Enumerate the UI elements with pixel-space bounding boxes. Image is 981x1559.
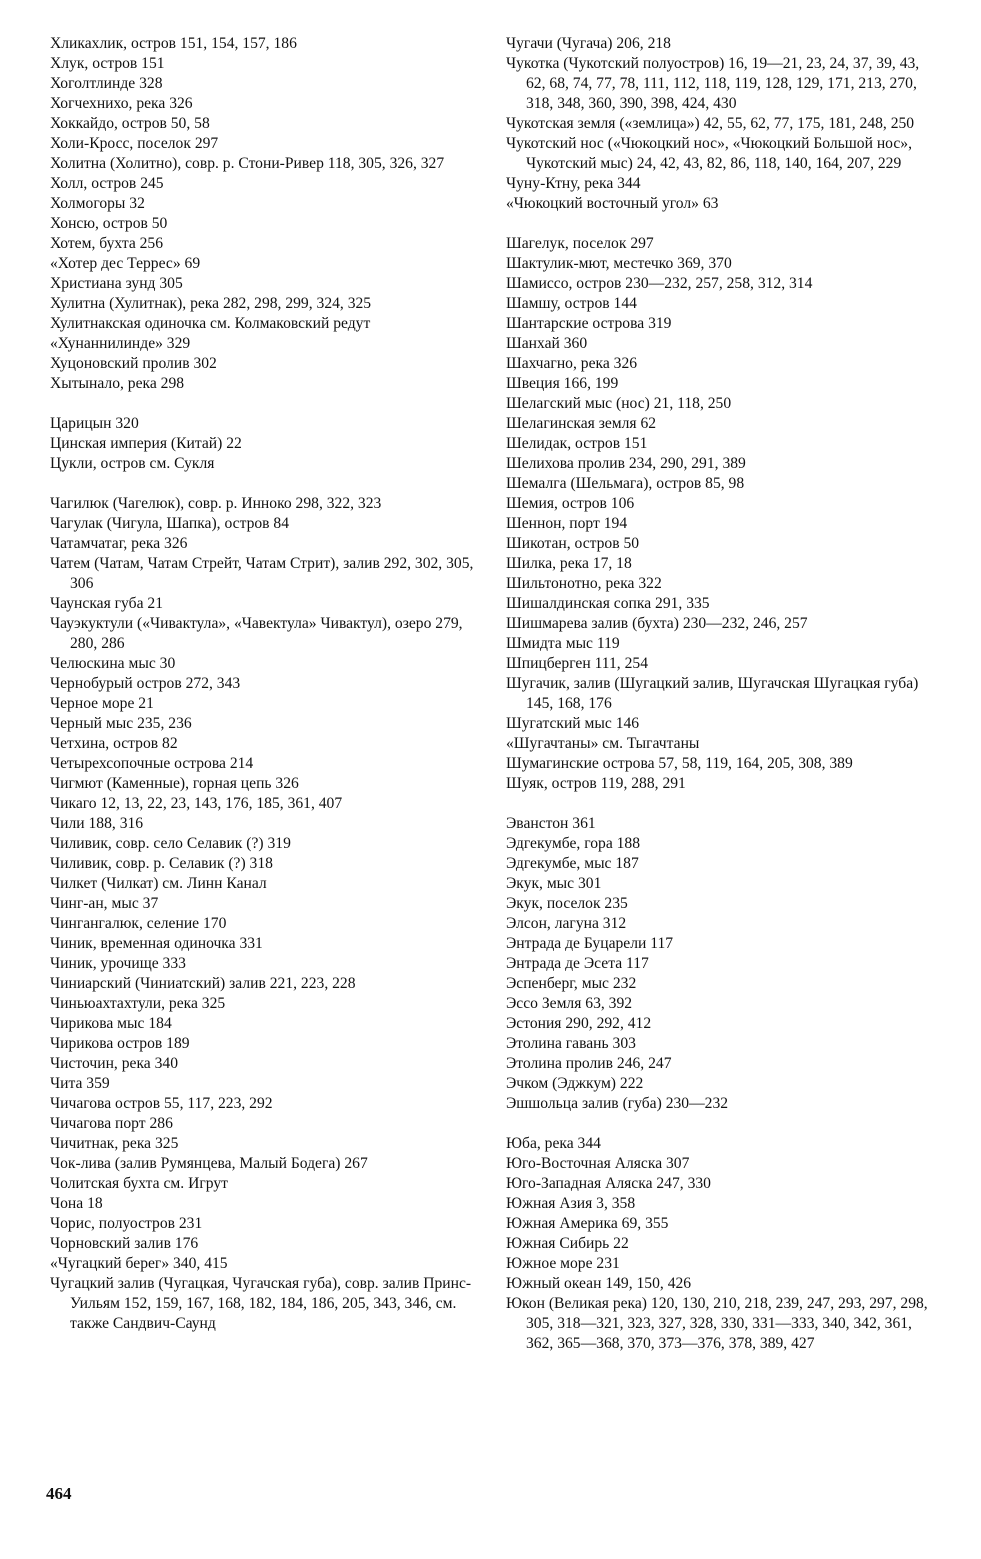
index-entry: Хонсю, остров 50: [50, 215, 168, 232]
index-entry: Чинг-ан, мыс 37: [50, 895, 159, 912]
index-entry: Шугатский мыс 146: [506, 715, 640, 732]
index-entry: Холитна (Холитно), совр. р. Стони-Ривер 118, 305, 326, 327: [50, 155, 445, 172]
index-entry: Шилка, река 17, 18: [506, 555, 632, 572]
letter-group-spacer: [506, 794, 942, 814]
index-entry: Чорновский залив 176: [50, 1235, 199, 1252]
index-entry: Чисточин, река 340: [50, 1055, 179, 1072]
letter-group: [506, 234, 942, 794]
index-entry: Шанхай 360: [506, 335, 588, 352]
index-entry: Энтрада де Буцарели 117: [506, 935, 674, 952]
index-entry: Шемалга (Шельмага), остров 85, 98: [506, 475, 745, 492]
index-entry: Шелихова пролив 234, 290, 291, 389: [506, 455, 746, 472]
index-entry: Чиливик, совр. село Селавик (?) 319: [50, 835, 291, 852]
index-entry: Чугачи (Чугача) 206, 218: [506, 35, 671, 52]
index-entry: Шактулик-мют, местечко 369, 370: [506, 255, 732, 272]
index-entry: Чаунская губа 21: [50, 595, 163, 612]
index-entry: Чичагова остров 55, 117, 223, 292: [50, 1095, 273, 1112]
index-entry: Шишалдинская сопка 291, 335: [506, 595, 710, 612]
index-entry: Юго-Западная Аляска 247, 330: [506, 1175, 711, 1192]
letter-group: [50, 494, 490, 1334]
index-entry: Эстония 290, 292, 412: [506, 1015, 652, 1032]
index-entry: Шемия, остров 106: [506, 495, 635, 512]
index-entry: Шелагский мыс (нос) 21, 118, 250: [506, 395, 732, 412]
index-entry: Хоккайдо, остров 50, 58: [50, 115, 210, 132]
index-entry: Чугацкий залив (Чугацкая, Чугачская губа), совр. залив Принс-Уильям 152, 159, 167, 168, 182, 184, 186, 205, 343, 346, см. также Сандвич-Саунд: [50, 1275, 472, 1332]
index-entry: Чита 359: [50, 1075, 110, 1092]
left-column: [50, 34, 490, 1334]
index-entry: Юго-Восточная Аляска 307: [506, 1155, 690, 1172]
index-entry: Этолина пролив 246, 247: [506, 1055, 672, 1072]
index-entry: Шеннон, порт 194: [506, 515, 628, 532]
index-entry: Южное море 231: [506, 1255, 620, 1272]
index-entry: Чатем (Чатам, Чатам Стрейт, Чатам Стрит), залив 292, 302, 305, 306: [50, 555, 474, 592]
index-entry: Чиньюахтахтули, река 325: [50, 995, 226, 1012]
index-entry: Хулитнакская одиночка см. Колмаковский редут: [50, 315, 371, 332]
letter-group: [506, 34, 942, 214]
index-entry: Чиливик, совр. р. Селавик (?) 318: [50, 855, 273, 872]
index-entry: Шугачик, залив (Шугацкий залив, Шугачская Шугацкая губа) 145, 168, 176: [506, 675, 919, 712]
index-entry: Южный океан 149, 150, 426: [506, 1275, 692, 1292]
right-column: [506, 34, 942, 1354]
letter-group: [506, 1134, 942, 1354]
index-entry: Чок-лива (залив Румянцева, Малый Бодега) 267: [50, 1155, 368, 1172]
index-entry: Шамшу, остров 144: [506, 295, 637, 312]
index-entry: Чикаго 12, 13, 22, 23, 143, 176, 185, 361, 407: [50, 795, 343, 812]
letter-group: [50, 34, 490, 394]
index-entry: Шишмарева залив (бухта) 230—232, 246, 257: [506, 615, 808, 632]
index-entry: Челюскина мыс 30: [50, 655, 176, 672]
index-entry: Царицын 320: [50, 415, 139, 432]
index-entry: «Чюкоцкий восточный угол» 63: [506, 195, 719, 212]
index-entry: Четырехсопочные острова 214: [50, 755, 254, 772]
index-entry: Чингангалюк, селение 170: [50, 915, 227, 932]
index-entry: Эшшольца залив (губа) 230—232: [506, 1095, 729, 1112]
index-entry: Шелагинская земля 62: [506, 415, 657, 432]
letter-group: [506, 814, 942, 1114]
index-entry: Чиник, урочище 333: [50, 955, 186, 972]
index-entry: Чили 188, 316: [50, 815, 144, 832]
index-entry: Юкон (Великая река) 120, 130, 210, 218, 239, 247, 293, 297, 298, 305, 318—321, 323, 327, 328, 330, 331—333, 340, 342, 361, 362, 365—368, 370, 373—376, 378, 389, 427: [506, 1295, 928, 1352]
index-entry: Холл, остров 245: [50, 175, 164, 192]
index-entry: «Чугацкий берег» 340, 415: [50, 1255, 228, 1272]
index-entry: Чагулак (Чигула, Шапка), остров 84: [50, 515, 290, 532]
index-entry: Чилкет (Чилкат) см. Линн Канал: [50, 875, 267, 892]
index-entry: Чичитнак, река 325: [50, 1135, 179, 1152]
index-entry: Христиана зунд 305: [50, 275, 183, 292]
index-entry: Чатамчатаг, река 326: [50, 535, 188, 552]
index-entry: Хуцоновский пролив 302: [50, 355, 217, 372]
index-entry: «Хунаннилинде» 329: [50, 335, 191, 352]
index-entry: Шикотан, остров 50: [506, 535, 640, 552]
index-entry: Хликахлик, остров 151, 154, 157, 186: [50, 35, 297, 52]
index-entry: Цукли, остров см. Сукля: [50, 455, 215, 472]
index-entry: Холи-Кросс, поселок 297: [50, 135, 219, 152]
letter-group-spacer: [50, 474, 490, 494]
index-entry: Шагелук, поселок 297: [506, 235, 654, 252]
index-entry: Шахчагно, река 326: [506, 355, 638, 372]
index-entry: Чичагова порт 286: [50, 1115, 173, 1132]
index-entry: Чолитская бухта см. Игрут: [50, 1175, 228, 1192]
index-entry: Хоголтлинде 328: [50, 75, 163, 92]
index-entry: Эванстон 361: [506, 815, 596, 832]
index-entry: Хытынало, река 298: [50, 375, 185, 392]
page-number: 464: [46, 1484, 72, 1503]
index-entry: Хотем, бухта 256: [50, 235, 164, 252]
index-entry: Чиниарский (Чиниатский) залив 221, 223, 228: [50, 975, 356, 992]
index-entry: Южная Азия 3, 358: [506, 1195, 636, 1212]
index-entry: Чауэкуктули («Чивактула», «Чавектула» Чивактул), озеро 279, 280, 286: [50, 615, 463, 652]
index-entry: Хогчехнихо, река 326: [50, 95, 193, 112]
index-entry: Шмидта мыс 119: [506, 635, 620, 652]
index-entry: Южная Сибирь 22: [506, 1235, 629, 1252]
index-entry: Шуяк, остров 119, 288, 291: [506, 775, 686, 792]
index-entry: Элсон, лагуна 312: [506, 915, 627, 932]
index-entry: Эчком (Эджкум) 222: [506, 1075, 644, 1092]
letter-group-spacer: [50, 394, 490, 414]
index-entry: Хулитна (Хулитнак), река 282, 298, 299, 324, 325: [50, 295, 372, 312]
index-entry: Энтрада де Эсета 117: [506, 955, 649, 972]
index-entry: Южная Америка 69, 355: [506, 1215, 669, 1232]
index-entry: Холмогоры 32: [50, 195, 145, 212]
index-entry: Шамиссо, остров 230—232, 257, 258, 312, 314: [506, 275, 813, 292]
index-entry: Шпицберген 111, 254: [506, 655, 648, 672]
letter-group-spacer: [506, 214, 942, 234]
index-entry: Эссо Земля 63, 392: [506, 995, 633, 1012]
index-entry: «Хотер дес Террес» 69: [50, 255, 201, 272]
letter-group: [50, 414, 490, 474]
index-entry: Чуну-Ктну, река 344: [506, 175, 641, 192]
index-entry: Чиник, временная одиночка 331: [50, 935, 263, 952]
index-entry: Чернобурый остров 272, 343: [50, 675, 241, 692]
index-entry: Эдгекумбе, гора 188: [506, 835, 641, 852]
index-entry: Чукотская земля («землица») 42, 55, 62, 77, 175, 181, 248, 250: [506, 115, 915, 132]
index-entry: «Шугачтаны» см. Тыгачтаны: [506, 735, 700, 752]
index-entry: Хлук, остров 151: [50, 55, 165, 72]
index-entry: Юба, река 344: [506, 1135, 601, 1152]
index-entry: Чагилюк (Чагелюк), совр. р. Инноко 298, 322, 323: [50, 495, 382, 512]
index-entry: Швеция 166, 199: [506, 375, 619, 392]
index-entry: Шелидак, остров 151: [506, 435, 648, 452]
index-entry: Эдгекумбе, мыс 187: [506, 855, 639, 872]
index-entry: Экук, мыс 301: [506, 875, 602, 892]
index-entry: Эспенберг, мыс 232: [506, 975, 637, 992]
index-entry: Цинская империя (Китай) 22: [50, 435, 242, 452]
index-entry: Шумагинские острова 57, 58, 119, 164, 205, 308, 389: [506, 755, 853, 772]
index-entry: Чирикова мыс 184: [50, 1015, 172, 1032]
index-entry: Шантарские острова 319: [506, 315, 672, 332]
index-entry: Этолина гавань 303: [506, 1035, 636, 1052]
index-entry: Чона 18: [50, 1195, 103, 1212]
index-entry: Чукотка (Чукотский полуостров) 16, 19—21, 23, 24, 37, 39, 43, 62, 68, 74, 77, 78, 111, 112, 118, 119, 128, 129, 171, 213, 270, 318, 348, 360, 390, 398, 424, 430: [506, 55, 920, 112]
index-entry: Чорис, полуостров 231: [50, 1215, 203, 1232]
index-entry: Чирикова остров 189: [50, 1035, 190, 1052]
index-entry: Чукотский нос («Чюкоцкий нос», «Чюкоцкий Большой нос», Чукотский мыс) 24, 42, 43, 82, 86, 118, 140, 164, 207, 229: [506, 135, 912, 172]
index-entry: Экук, поселок 235: [506, 895, 628, 912]
index-entry: Черный мыс 235, 236: [50, 715, 192, 732]
letter-group-spacer: [506, 1114, 942, 1134]
index-entry: Чигмют (Каменные), горная цепь 326: [50, 775, 299, 792]
index-entry: Четхина, остров 82: [50, 735, 178, 752]
index-entry: Черное море 21: [50, 695, 154, 712]
index-entry: Шильтонотно, река 322: [506, 575, 662, 592]
